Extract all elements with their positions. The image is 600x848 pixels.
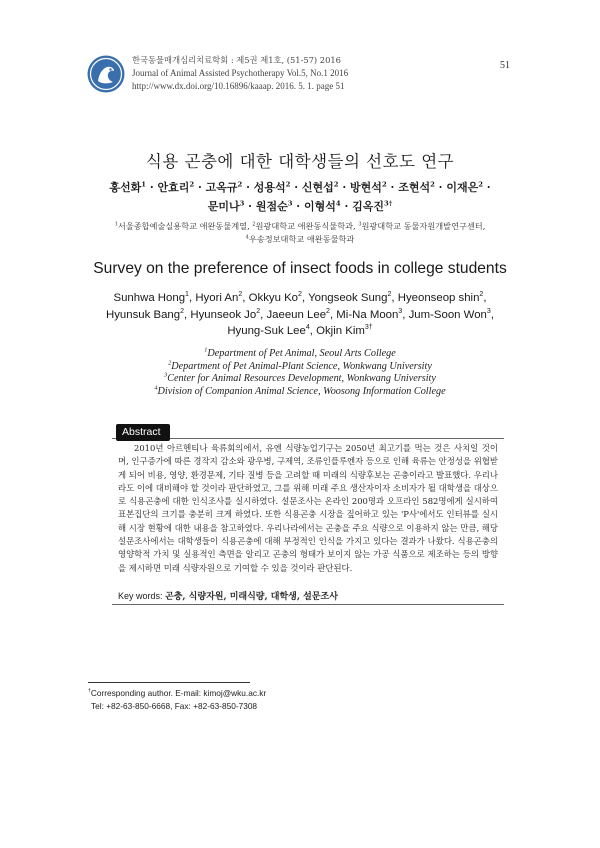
authors-korean: 홍선화$^1$ · 안효리$^2$ · 고옥규$^2$ · 성용석$^2$ · 신현섭$^2$ · 방현석$^2$ · 조현석$^2$ · 이재은$^2$ · 문미나$^3$ · 원점순$^3$ · 이형석$^4$ · 김옥진$^{3\dagger}$ — [109, 180, 491, 213]
affiliation-en: $^4$Division of Companion Animal Science, Woosong Information College — [154, 384, 446, 397]
author-en: Hyeonseop shin$^2$ — [397, 291, 484, 304]
contact-phone-fax: Tel: +82-63-850-6668, Fax: +82-63-850-7308 — [91, 701, 258, 711]
author-ko: 조현석$^2$ — [398, 180, 435, 194]
journal-logo-icon — [86, 54, 126, 94]
title-korean: 식용 곤충에 대한 대학생들의 선호도 연구 — [145, 152, 455, 171]
author-ko: 성용석$^2$ — [253, 180, 291, 194]
abstract-bottom-rule — [112, 604, 504, 605]
abstract-top-rule — [112, 438, 504, 439]
author-ko: 안효리$^2$ — [157, 180, 195, 194]
abstract-body: 2010년 아르헨티나 육류회의에서, 유엔 식량농업기구는 2050년 최고기를 먹는 것은 사치일 것이며, 인구증가에 따른 경작지 감소와 광우병, 구제역, 조류인플루엔자 등으로 인해 육류는 안정성을 위협받게 되어 비용, 영양, 환경문제, 기타 질병 등을 고려할 때 미래의 식량후보는 곤충이라고 발표했다. 우리나라도 이에 대비해야 할 것이라 판단하였고, 그를 위해 미래 주요 생산자이자 소비자가 될 대학생을 대상으로 식용곤충에 대한 인식조사를 실시하였다. 설문조사는 온라인 200명과 오프라인 582명에게 실시하여 표본집단의 크기를 충분히 크게 하였다. 또한 식용곤충 시장을 짚어하고 있는 'P사'에서도 인터뷰를 실시해 시장 현황에 대한 내용을 참고하였다. 우리나라에서는 곤충을 주요 식량으로 이용하지 않는 만큼, 해당 설문조사에서는 대학생들이 식용곤충에 대해 부정적인 인식을 가지고 있다는 결과가 나왔다. 식용곤충의 영양학적 가치 및 실용적인 측면을 알리고 곤충의 형태가 보이지 않는 가공 식품으로 제조하는 등의 방향을 제시하면 미래 식량자원으로 기여할 수 있을 것이라 판단된다. — [118, 443, 498, 573]
affiliations-korean: $^1$서울종합예술실용학교 애완동물계열, $^2$원광대학교 애완동식물학과, $^3$원광대학교 동물자원개발연구센터, $^4$우송정보대학교 애완동물학과 — [114, 221, 486, 244]
journal-header — [132, 54, 462, 94]
footnote-mark: † — [88, 688, 91, 695]
author-en: Okjin Kim$^{3\dagger}$ — [316, 324, 373, 337]
page-number: 51 — [500, 60, 510, 71]
keywords-label: Key words: — [118, 591, 166, 601]
abstract-label: Abstract — [116, 424, 170, 441]
affiliation-en: $^3$Center for Animal Resources Development, Wonkwang University — [164, 371, 436, 385]
keywords — [118, 589, 498, 602]
keywords-value: 곤충, 식량자원, 미래식량, 대학생, 설문조사 — [165, 592, 338, 602]
header-line-1: 한국동물매개심리치료학회 : 제5권 제1호, (51-57) 2016 — [132, 55, 341, 65]
author-en: Jum-Soon Won$^3$ — [408, 307, 491, 321]
author-en: Yongseok Sung$^2$ — [308, 291, 392, 304]
author-en: Mi-Na Moon$^3$ — [336, 307, 403, 321]
authors-english: Sunhwa Hong$^1$, Hyori An$^2$, Okkyu Ko$^2$, Yongseok Sung$^2$, Hyeonseop shin$^2$, Hyunsuk Bang$^2$, Hyunseok Jo$^2$, Jaeeun Lee$^2$, Mi-Na Moon$^3$, Jum-Soon Won$^3$, Hyung-Suk Lee$^4$, Okjin Kim$^{3\dagger}$ — [106, 291, 494, 337]
author-en: Hyunsuk Bang$^2$ — [106, 307, 185, 321]
footnote — [88, 687, 448, 713]
author-en: Hyori An$^2$ — [195, 291, 243, 304]
header-line-3: http://www.dx.doi.org/10.16896/kaaap. 2016. 5. 1. page 51 — [132, 81, 345, 92]
affiliation-en: $^1$Department of Pet Animal, Seoul Arts College — [204, 346, 396, 359]
affiliations-english — [90, 348, 510, 398]
author-ko: 방현석$^2$ — [350, 180, 387, 194]
footnote-rule — [88, 682, 250, 683]
author-ko: 문미나$^3$ — [207, 199, 245, 213]
title-english: Survey on the preference of insect foods in college students — [93, 260, 507, 277]
author-ko: 홍선화$^1$ — [109, 180, 146, 194]
header-line-2: Journal of Animal Assisted Psychotherapy Vol.5, No.1 2016 — [132, 68, 349, 79]
author-en: Hyung-Suk Lee$^4$ — [227, 324, 310, 337]
author-ko: 이재은$^2$ — [446, 180, 483, 194]
author-en: Jaeeun Lee$^2$ — [266, 307, 330, 321]
author-ko: 신현섭$^2$ — [301, 180, 339, 194]
author-en: Hyunseok Jo$^2$ — [190, 307, 261, 321]
corresponding-author-email: Corresponding author. E-mail: kimoj@wku.ac.kr — [90, 688, 267, 698]
author-ko: 원점순$^3$ — [255, 199, 293, 213]
author-en: Sunhwa Hong$^1$ — [113, 291, 189, 304]
affiliation-en: $^2$Department of Pet Animal-Plant Science, Wonkwang University — [168, 359, 432, 372]
author-ko: 김옥진$^{3\dagger}$ — [352, 199, 393, 213]
author-ko: 고옥규$^2$ — [205, 180, 243, 194]
author-ko: 이형석$^4$ — [303, 199, 341, 213]
author-en: Okkyu Ko$^2$ — [248, 291, 302, 304]
